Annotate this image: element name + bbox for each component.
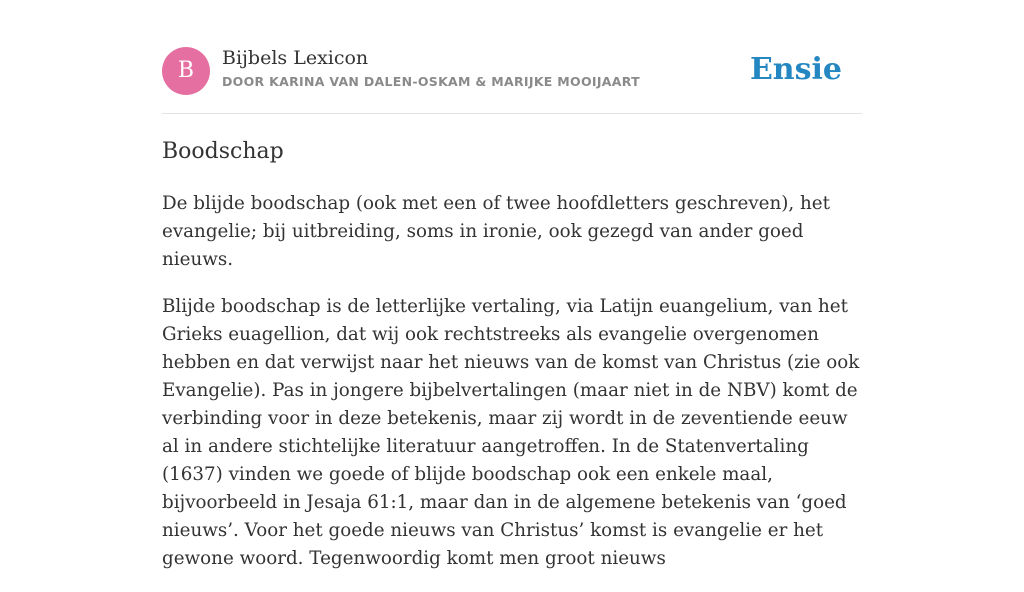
entry-paragraph: De blijde boodschap (ook met een of twee hoofdletters geschreven), het evangelie; bij uitbreiding, soms in ironie, ook gezegd van ander goed nieuws. — [162, 193, 830, 270]
entry-content — [162, 136, 862, 592]
entry-title: Boodschap — [162, 139, 284, 164]
book-avatar[interactable]: B — [162, 47, 210, 95]
entry-paragraph: Blijde boodschap is de letterlijke vertaling, via Latijn euangelium, van het Grieks euagellion, dat wij ook rechtstreeks als evangelie overgenomen hebben en dat verwijst naar het nieuws van de komst van Christus (zie ook Evangelie). Pas in jongere bijbelvertalingen (maar niet in de NBV) komt de verbinding voor in deze betekenis, maar zij wordt in de zeventiende eeuw al in andere stichtelijke literatuur aangetroffen. In de Statenvertaling (1637) vinden we goede of blijde boodschap ook een enkele maal, bijvoorbeeld in Jesaja 61:1, maar dan in de algemene betekenis van ‘goed nieuws’. Voor het goede nieuws van Christus’ komst is evangelie er het gewone woord. Tegenwoordig komt men groot nieuws — [162, 296, 860, 569]
header-divider — [162, 113, 862, 114]
book-title-link[interactable]: Bijbels Lexicon — [222, 47, 369, 69]
ensie-logo[interactable]: Ensie — [749, 52, 842, 87]
book-header — [162, 46, 862, 112]
book-authors: DOOR KARINA VAN DALEN-OSKAM & MARIJKE MOOIJAART — [222, 74, 640, 89]
